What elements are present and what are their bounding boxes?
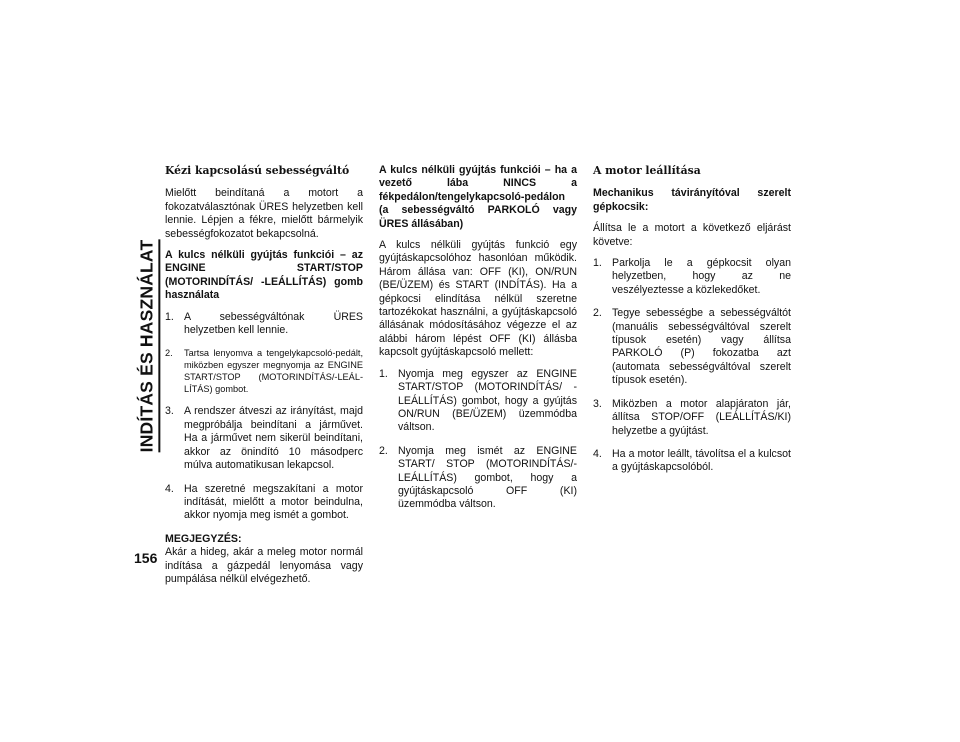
section-title: INDÍTÁS ÉS HASZNÁLAT — [136, 240, 160, 453]
step-number: 1. — [165, 310, 174, 323]
step-list — [165, 311, 363, 523]
note-title: MEGJEGYZÉS: — [165, 532, 242, 545]
paragraph: Mielőtt beindítaná a motort a fokozatválasztónak ÜRES helyzetben kell lennie. Lépjen a fékre, mielőtt bármelyik sebességfokozatot bekapcsolná. — [165, 187, 363, 240]
step-number: 3. — [165, 405, 174, 418]
list-item — [593, 448, 791, 475]
step-list — [379, 368, 577, 512]
list-item — [379, 368, 577, 435]
list-item — [165, 311, 363, 338]
page-number: 156 — [134, 550, 158, 566]
section-heading: Kézi kapcsolású sebességváltó — [165, 164, 350, 177]
section-heading: A motor leállítása — [593, 164, 701, 177]
step-number: 2. — [593, 307, 602, 320]
step-number: 3. — [593, 397, 602, 410]
step-number: 1. — [593, 257, 602, 270]
list-item — [593, 398, 791, 438]
step-text: Nyomja meg ismét az ENGINE START/ STOP (MOTORINDÍTÁS/-LEÁLLÍTÁS) gombot, hogy a gyújtáskapcsoló OFF (KI) üzemmódba váltson. — [398, 444, 577, 511]
subheading: A kulcs nélküli gyújtás funkciói – az ENGINE START/STOP (MOTORINDÍTÁS/ -LEÁLLÍTÁS) gomb használata — [165, 249, 363, 302]
step-text: Miközben a motor alapjáraton jár, állítsa STOP/OFF (LEÁLLÍTÁS/KI) helyzetbe a gyújtást. — [612, 397, 791, 437]
list-item — [379, 445, 577, 512]
step-text: A sebességváltónak ÜRES helyzetben kell lennie. — [184, 310, 363, 337]
step-number: 4. — [165, 482, 174, 495]
paragraph: A kulcs nélküli gyújtás funkció egy gyújtáskapcsolóhoz hasonlóan működik. Három állása van: OFF (KI), ON/RUN (BE/ÜZEM) és START (INDÍTÁS). Ha a gépkocsi elindítása nélkül szeretne tartozékokat használni, a gyújtáskapcsoló állásának módosításához végezze el az alábbi három lépést OFF (KI) állásba kapcsolt gyújtáskapcsoló mellett: — [379, 239, 577, 359]
note-text: Akár a hideg, akár a meleg motor normál indítása a gázpedál lenyomása vagy pumpálása nélkül elvégezhető. — [165, 546, 363, 585]
step-text: Ha a motor leállt, távolítsa el a kulcsot a gyújtáskapcsolóból. — [612, 447, 791, 474]
subheading: A kulcs nélküli gyújtás funkciói – ha a vezető lába NINCS a fékpedálon/tengelykapcsoló-pedálon (a sebességváltó PARKOLÓ vagy ÜRES állásában) — [379, 164, 577, 230]
list-item — [593, 307, 791, 387]
step-number: 1. — [379, 367, 388, 380]
subheading: Mechanikus távirányítóval szerelt gépkocsik: — [593, 187, 791, 213]
paragraph: Állítsa le a motort a következő eljárást követve: — [593, 222, 791, 248]
list-item — [165, 405, 363, 472]
step-number: 2. — [165, 348, 173, 359]
step-number: 2. — [379, 444, 388, 457]
step-text: A rendszer átveszi az irányítást, majd megpróbálja beindítani a járművet. Ha a járművet nem sikerül beindítani, akkor az önindító 10 másodperc múlva automatikusan lekapcsol. — [184, 405, 363, 472]
step-text: Tartsa lenyomva a tengelykapcsoló-pedált, miközben egyszer megnyomja az ENGINE START/STOP (MOTORINDÍTÁS/-LEÁLLÍTÁS) gombot. — [184, 348, 363, 395]
list-item — [165, 483, 363, 523]
list-item — [593, 257, 791, 297]
step-text: Ha szeretné megszakítani a motor indítását, mielőtt a motor beindulna, akkor nyomja meg ismét a gombot. — [184, 482, 363, 522]
step-text: Tegye sebességbe a sebességváltót (manuális sebességváltóval szerelt típusok esetén) vagy állítsa PARKOLÓ (P) fokozatba azt (automata sebességváltóval szerelt típusok esetén). — [612, 307, 791, 387]
column-2 — [379, 164, 577, 522]
step-list — [593, 257, 791, 475]
column-1 — [165, 164, 363, 586]
column-3 — [593, 164, 791, 485]
section-side-tab — [138, 160, 158, 532]
step-text: Nyomja meg egyszer az ENGINE START/STOP (MOTORINDÍTÁS/ -LEÁLLÍTÁS) gombot, hogy a gyújtás ON/RUN (BE/ÜZEM) üzemmódba váltson. — [398, 367, 577, 434]
step-text: Parkolja le a gépkocsit olyan helyzetben, hogy az ne veszélyeztesse a közlekedőket. — [612, 257, 791, 296]
step-number: 4. — [593, 447, 602, 460]
list-item — [165, 347, 363, 395]
